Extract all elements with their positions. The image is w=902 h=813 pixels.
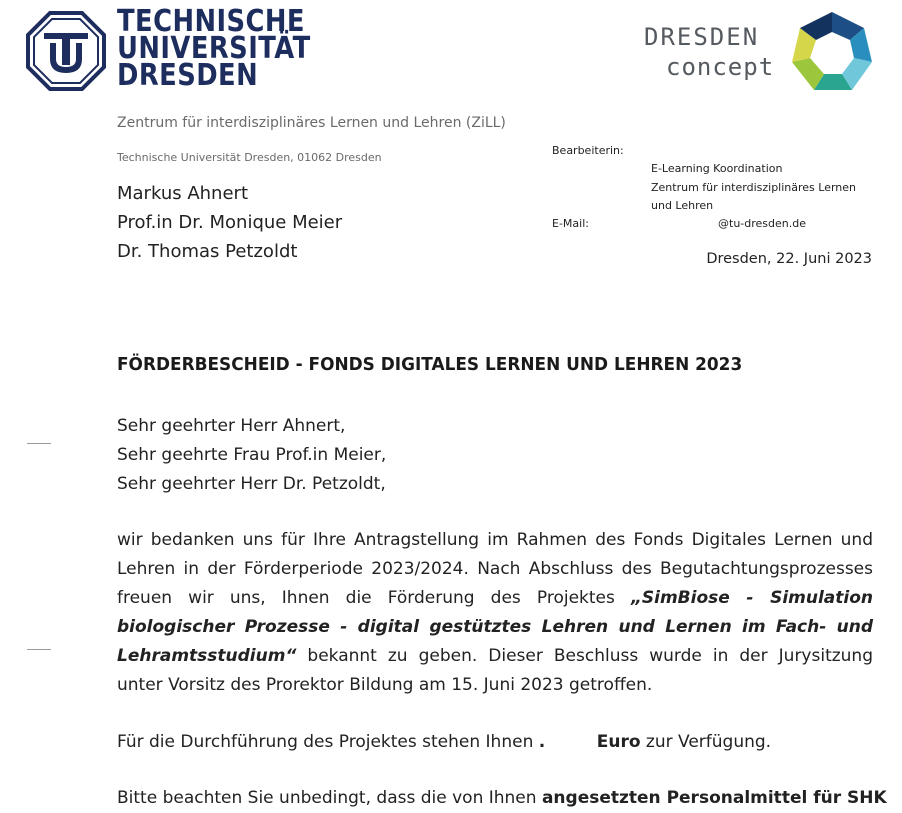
processor-line: E-Learning Koordination	[651, 162, 783, 175]
salutation-line: Sehr geehrter Herr Dr. Petzoldt,	[117, 474, 386, 494]
email-value: @tu-dresden.de	[718, 217, 806, 230]
tu-dresden-logo-icon	[26, 11, 106, 91]
fold-mark	[27, 443, 51, 444]
notice-bold-text: angesetzten Personalmittel für SHK	[541, 788, 887, 808]
funding-currency: Euro	[596, 732, 641, 752]
letter-heading: FÖRDERBESCHEID - FONDS DIGITALES LERNEN UND LEHREN 2023	[117, 354, 743, 375]
paragraph-text: wir bedanken uns für Ihre Antragstellung im Rahmen des Fonds Digitales Lernen und Lehren in der Förderperiode 2023/2024. Nach Abschluss des Begutachtungsprozesses freuen wir uns, Ihnen die Förderung des Projektes	[117, 530, 873, 608]
email-label: E-Mail:	[552, 217, 589, 230]
paragraph-text: bekannt zu geben. Dieser Beschluss wurde in der Jurysitzung unter Vorsitz des Prorektor Bildung am 15. Juni 2023 getroffen.	[117, 646, 873, 695]
salutation-line: Sehr geehrte Frau Prof.in Meier,	[117, 445, 387, 465]
tu-wordmark-line1: TECHNISCHE	[117, 4, 305, 39]
funding-text: zur Verfügung.	[640, 732, 772, 752]
project-title: „SimBiose - Simulation biologischer Prozesse - digital gestütztes Lehren und Lernen im Fach- und Lehramtsstudium“	[117, 588, 873, 666]
processor-line: Zentrum für interdisziplinäres Lernen und Lehren	[651, 180, 857, 212]
funding-line	[117, 728, 771, 757]
funding-text: Für die Durchführung des Projektes stehen Ihnen	[117, 732, 539, 752]
recipient-name: Markus Ahnert	[117, 183, 249, 204]
salutation-block	[117, 412, 386, 499]
tu-wordmark	[117, 4, 311, 93]
recipient-name: Dr. Thomas Petzoldt	[117, 241, 298, 262]
funding-amount: .	[538, 732, 546, 752]
salutation-line: Sehr geehrter Herr Ahnert,	[117, 416, 346, 436]
recipient-block	[117, 179, 342, 266]
body-paragraph	[117, 526, 873, 700]
institute-name: Zentrum für interdisziplinäres Lernen und Lehren (ZiLL)	[117, 115, 506, 131]
dresden-concept-line2: concept	[666, 53, 775, 81]
letter-date: Dresden, 22. Juni 2023	[706, 251, 872, 267]
dresden-concept-logo-icon	[790, 10, 874, 94]
processor-label: Bearbeiterin:	[552, 144, 624, 157]
tu-wordmark-line3: DRESDEN	[117, 58, 259, 93]
dresden-concept-line1: DRESDEN	[644, 23, 760, 51]
dresden-concept-wordmark	[644, 22, 774, 82]
notice-line	[117, 784, 887, 813]
fold-mark	[27, 649, 51, 650]
notice-text: Bitte beachten Sie unbedingt, dass die von Ihnen	[117, 788, 542, 808]
recipient-name: Prof.in Dr. Monique Meier	[117, 212, 343, 233]
return-address: Technische Universität Dresden, 01062 Dresden	[117, 151, 382, 164]
processor-details	[651, 160, 876, 216]
tu-wordmark-line2: UNIVERSITÄT	[117, 31, 311, 66]
